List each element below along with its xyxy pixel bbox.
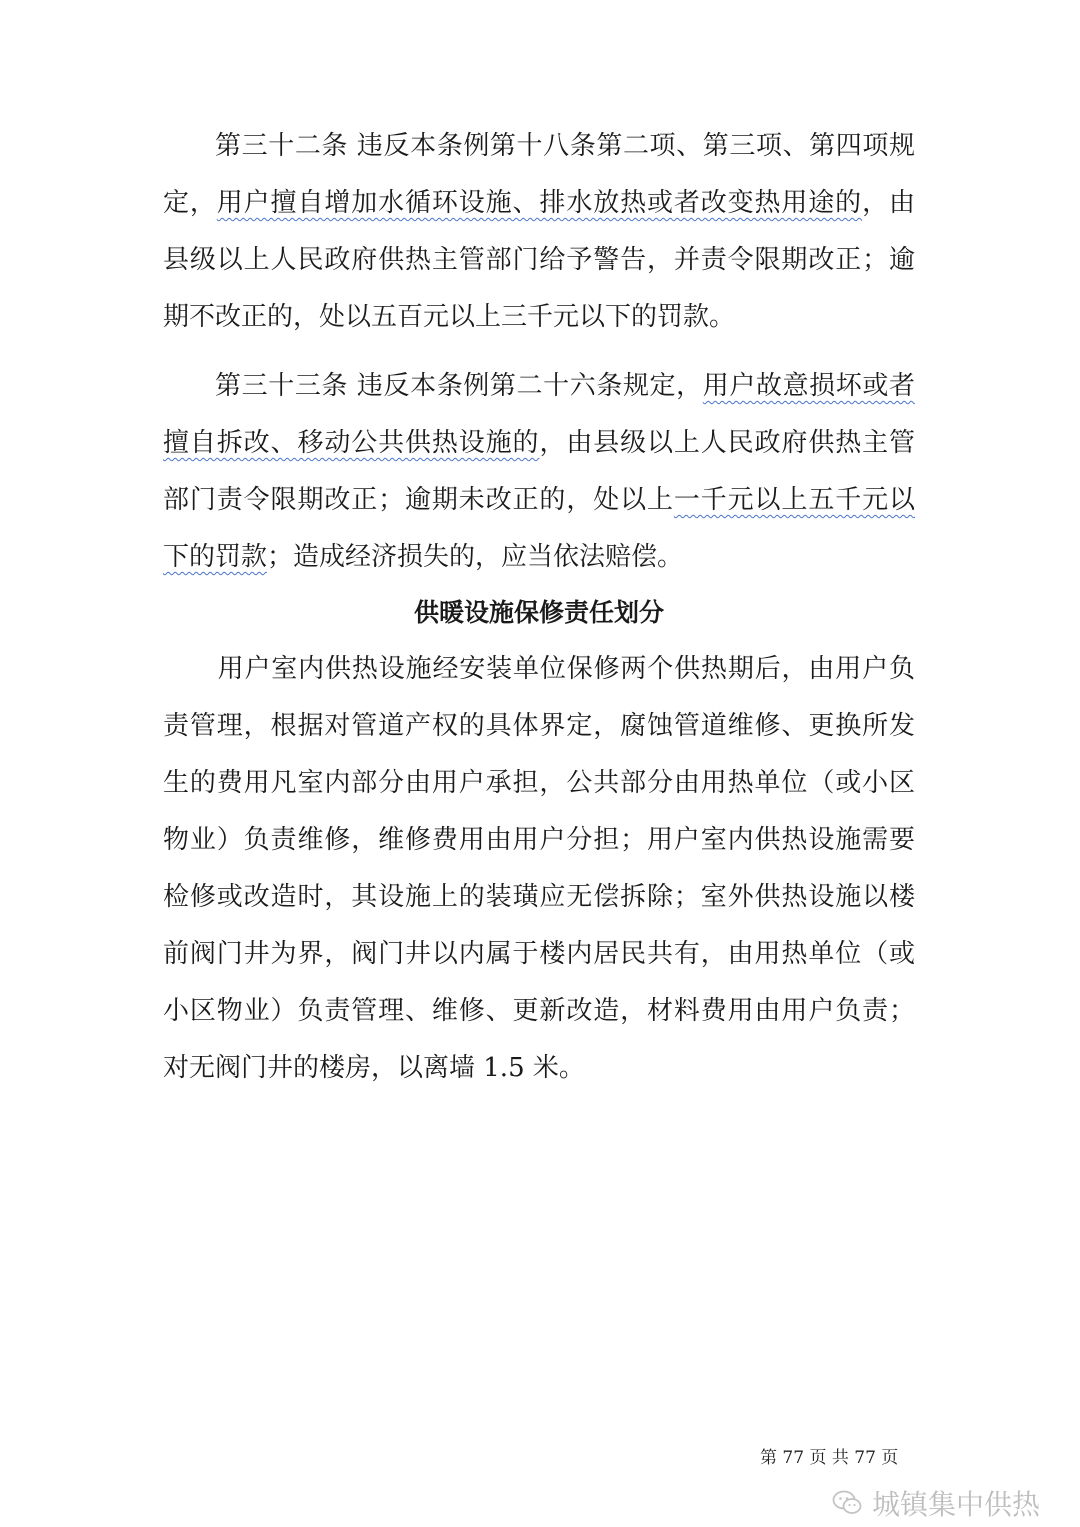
- section-heading-block: [163, 584, 915, 641]
- section-heading: 供暖设施保修责任划分: [413, 598, 664, 627]
- article-32-paragraph: [163, 118, 915, 346]
- article-33-underlined-text-1: 用户故意损坏或者擅自拆改、移动公共供热设施的: [163, 371, 915, 458]
- article-33-rest: ；造成经济损失的，应当依法赔偿。: [267, 542, 684, 572]
- article-32-underlined-text: 用户擅自增加水循环设施、排水放热或者改变热用途的: [216, 188, 863, 218]
- responsibility-paragraph: 用户室内供热设施经安装单位保修两个供热期后，由用户负责管理，根据对管道产权的具体界定，腐蚀管道维修、更换所发生的费用凡室内部分由用户承担，公共部分由用热单位（或小区物业）负责维修，维修费用由用户分担；用户室内供热设施需要检修或改造时，其设施上的装璜应无偿拆除；室外供热设施以楼前阀门井为界，阀门井以内属于楼内居民共有，由用热单位（或小区物业）负责管理、维修、更新改造，材料费用由用户负责；对无阀门井的楼房，以离墙 1.5 米。: [163, 654, 915, 1083]
- article-33-underlined-text-2: 一千元以上五千元以下的罚款: [163, 485, 915, 572]
- page-number: 第 77 页 共 77 页: [760, 1448, 899, 1468]
- article-33-paragraph: [163, 358, 915, 586]
- article-33-lead: 第三十三条 违反本条例第二十六条规定，: [215, 371, 703, 401]
- watermark: [832, 1483, 1040, 1523]
- responsibility-paragraph-block: [163, 641, 915, 1097]
- article-32-rest: ，由县级以上人民政府供热主管部门给予警告，并责令限期改正；逾期不改正的，处以五百元以上三千元以下的罚款。: [163, 188, 915, 332]
- article-32-lead: 第三十二条 违反本条例第十八条第二项、第三项、第四项规定，: [163, 131, 915, 218]
- article-33-middle: ，由县级以上人民政府供热主管部门责令限期改正；逾期未改正的，处以上: [163, 428, 915, 515]
- wechat-icon: [832, 1490, 862, 1516]
- watermark-text: 城镇集中供热: [871, 1488, 1040, 1521]
